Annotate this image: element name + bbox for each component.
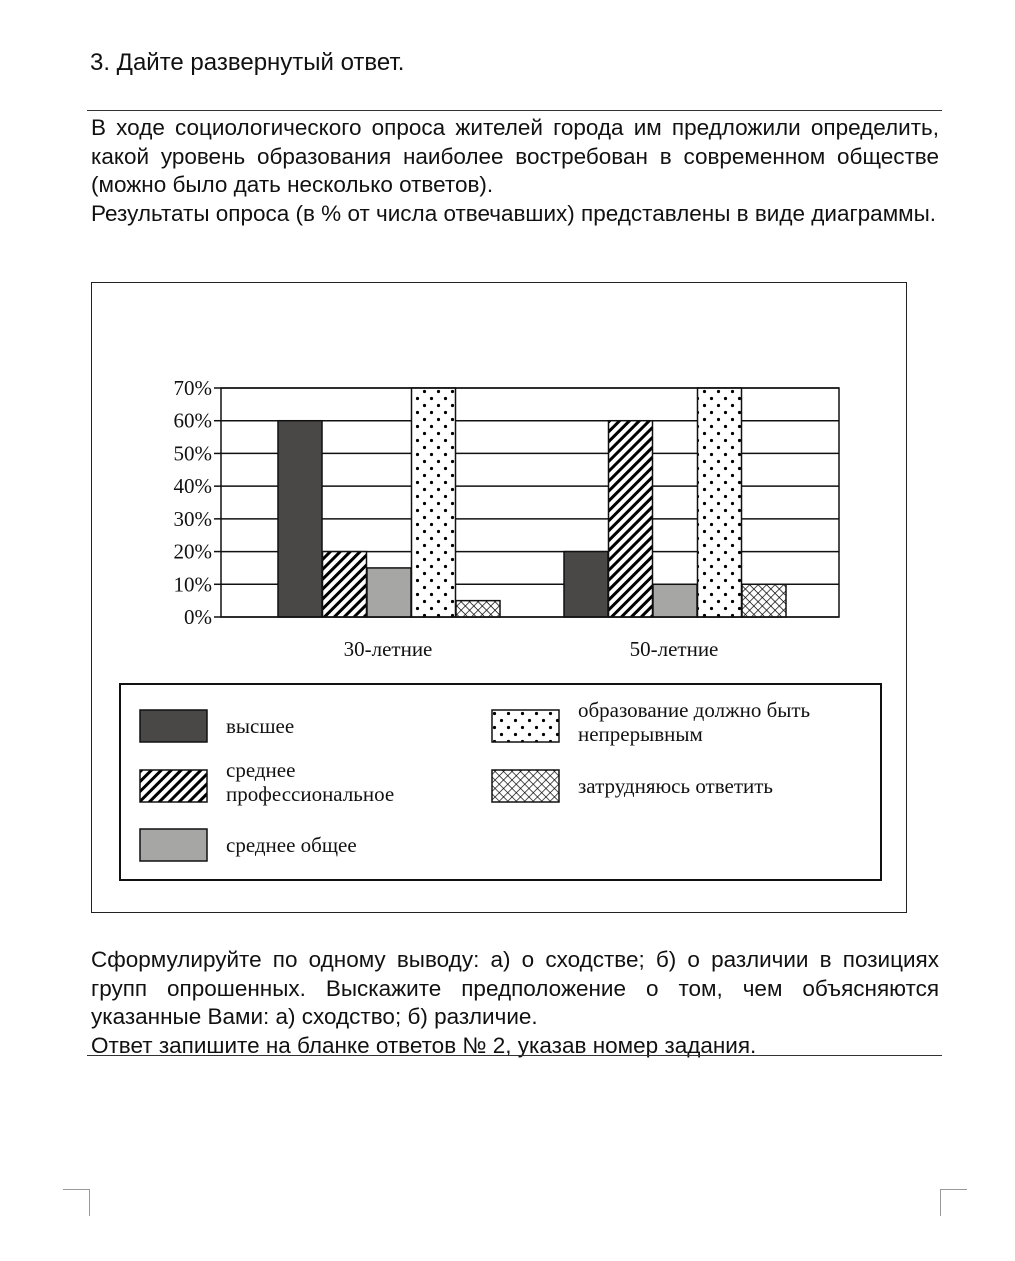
legend-swatch — [492, 770, 559, 802]
legend-label: среднее профессиональное — [226, 758, 395, 806]
y-tick-label: 20% — [173, 539, 212, 564]
bar-chart — [92, 283, 908, 914]
y-tick-label: 70% — [173, 376, 212, 400]
task-intro — [91, 114, 939, 228]
legend-swatch — [140, 710, 207, 742]
x-category-label: 50-летние — [629, 637, 719, 661]
chart-figure — [91, 282, 907, 913]
bar — [456, 601, 500, 617]
y-tick-label: 50% — [173, 441, 212, 466]
y-tick-label: 40% — [173, 474, 212, 499]
intro-paragraph-1: В ходе социологического опроса жителей города им предложили определить, какой уровень образования наиболее востребован в современном обществе (можно было дать несколько ответов). — [91, 115, 939, 197]
task-heading: 3. Дайте развернутый ответ. — [90, 49, 405, 76]
legend-label: высшее — [226, 714, 295, 738]
bar — [698, 388, 742, 617]
bar — [412, 388, 456, 617]
chart-bars — [278, 388, 786, 617]
legend-label: затрудняюсь ответить — [578, 774, 774, 798]
x-category-label: 30-летние — [343, 637, 433, 661]
top-divider — [87, 110, 942, 111]
legend-label: среднее общее — [226, 833, 357, 857]
y-tick-label: 0% — [184, 605, 212, 629]
y-tick-label: 30% — [173, 506, 212, 531]
legend-swatch — [140, 770, 207, 802]
chart-legend — [120, 684, 881, 880]
answer-instruction: Ответ запишите на бланке ответов № 2, указав номер задания. — [91, 1032, 757, 1058]
bar — [653, 584, 697, 617]
y-tick-label: 10% — [173, 572, 212, 597]
bottom-divider — [87, 1055, 942, 1056]
legend-swatch — [492, 710, 559, 742]
y-tick-label: 60% — [173, 408, 212, 433]
crop-mark-right — [940, 1189, 967, 1216]
bar — [609, 421, 653, 617]
bar — [564, 552, 608, 617]
bar — [278, 421, 322, 617]
legend-label: образование должно быть непрерывным — [578, 698, 811, 746]
legend-swatch — [140, 829, 207, 861]
bar — [367, 568, 411, 617]
question-paragraph: Сформулируйте по одному выводу: а) о сходстве; б) о различии в позициях групп опрошенных. Выскажите предположение о том, чем объясняются указанные Вами: а) сходство; б) различие. — [91, 947, 939, 1029]
crop-mark-left — [63, 1189, 90, 1216]
intro-paragraph-2: Результаты опроса (в % от числа отвечавших) представлены в виде диаграммы. — [91, 200, 937, 226]
bar — [323, 552, 367, 617]
task-questions — [91, 946, 939, 1060]
bar — [742, 584, 786, 617]
